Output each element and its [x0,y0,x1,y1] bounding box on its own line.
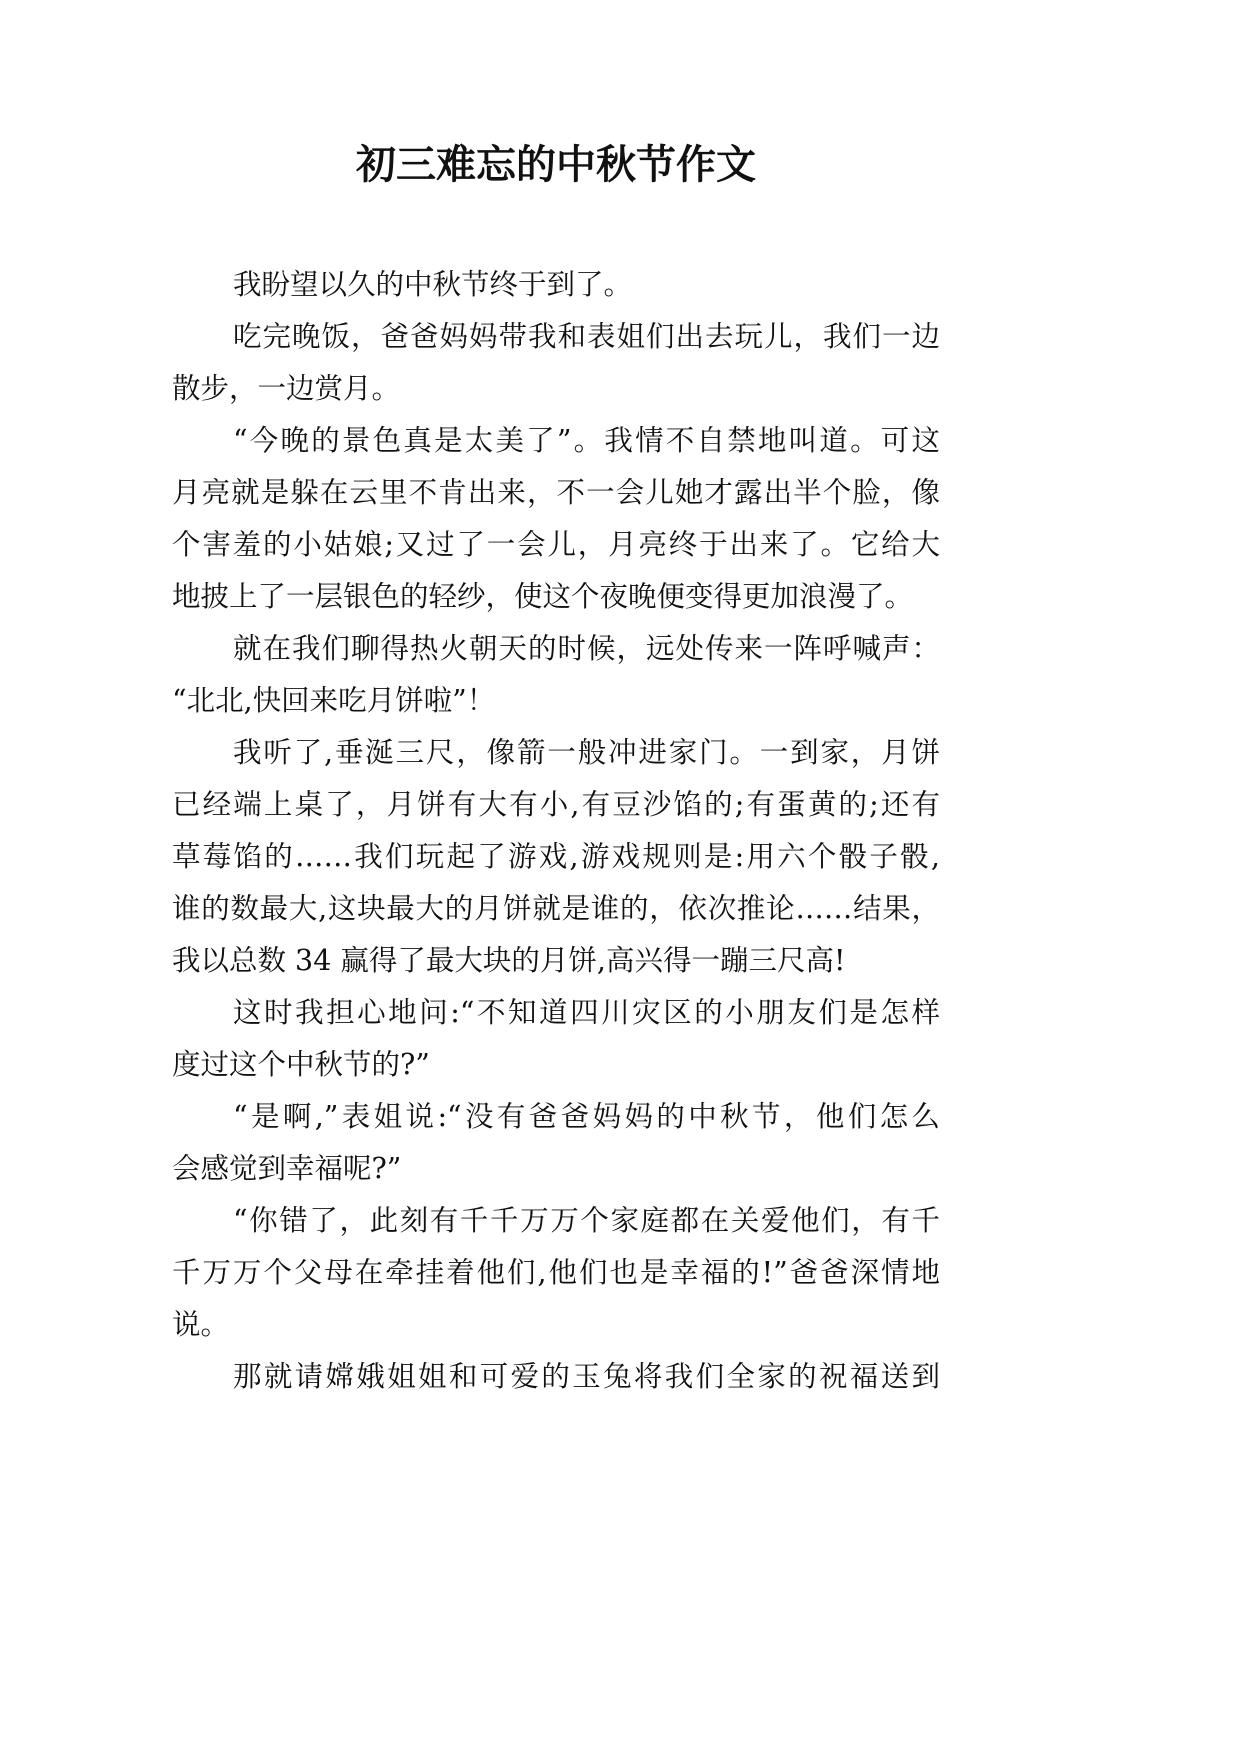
paragraph [172,623,940,727]
paragraph [172,1195,940,1351]
paragraph [172,311,940,415]
paragraph-line: 散步，一边赏月。 [172,372,401,405]
paragraph [172,987,940,1091]
paragraph [172,1091,940,1195]
paragraph-line: “是啊,”表姐说:“没有爸爸妈妈的中秋节，他们怎么 [233,1100,940,1133]
paragraph [172,415,940,623]
paragraph-line: 这时我担心地问:“不知道四川灾区的小朋友们是怎样 [233,996,940,1029]
paragraph [172,259,940,311]
paragraph-line: 我盼望以久的中秋节终于到了。 [233,268,633,301]
essay-body [172,259,940,1403]
paragraph-line: 说。 [172,1308,230,1341]
paragraph [172,1351,940,1403]
paragraph-line: 那就请嫦娥姐姐和可爱的玉兔将我们全家的祝福送到 [233,1360,940,1393]
paragraph-line: 地披上了一层银色的轻纱，使这个夜晚便变得更加浪漫了。 [172,580,914,613]
paragraph-line: 千万万个父母在牵挂着他们,他们也是幸福的!”爸爸深情地 [172,1256,940,1289]
paragraph-line: 吃完晚饭，爸爸妈妈带我和表姐们出去玩儿，我们一边 [233,320,940,353]
paragraph-line: 就在我们聊得热火朝天的时候，远处传来一阵呼喊声： [233,632,940,665]
page-title: 初三难忘的中秋节作文 [356,141,756,188]
paragraph-line: 度过这个中秋节的?” [172,1048,430,1081]
paragraph-line: 会感觉到幸福呢?” [172,1152,402,1185]
paragraph-line: 已经端上桌了，月饼有大有小,有豆沙馅的;有蛋黄的;还有 [172,788,940,821]
paragraph-line: 我听了,垂涎三尺，像箭一般冲进家门。一到家，月饼 [233,736,940,769]
paragraph-line: 谁的数最大,这块最大的月饼就是谁的，依次推论……结果， [172,892,940,925]
paragraph-line: “今晚的景色真是太美了”。我情不自禁地叫道。可这 [233,424,940,457]
paragraph-line: 月亮就是躲在云里不肯出来，不一会儿她才露出半个脸，像 [172,476,940,509]
paragraph-line: “北北,快回来吃月饼啦”！ [172,684,496,717]
paragraph-line: “你错了，此刻有千千万万个家庭都在关爱他们，有千 [233,1204,940,1237]
paragraph-line: 草莓馅的……我们玩起了游戏,游戏规则是:用六个骰子骰, [172,840,940,873]
paragraph-line: 我以总数 34 赢得了最大块的月饼,高兴得一蹦三尺高! [172,944,846,977]
paragraph [172,727,940,987]
paragraph-line: 个害羞的小姑娘;又过了一会儿，月亮终于出来了。它给大 [172,528,940,561]
